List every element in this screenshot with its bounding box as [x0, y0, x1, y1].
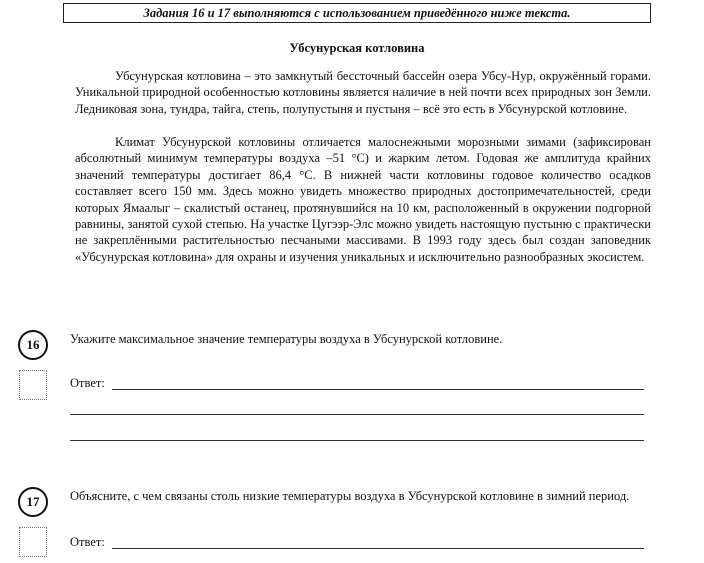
task-16-answer-line[interactable]: [70, 440, 644, 441]
task-16-answer-box[interactable]: [19, 370, 47, 400]
article-title: Убсунурская котловина: [289, 41, 425, 55]
task-17-answer-line[interactable]: [112, 548, 644, 549]
task-16-answer-label: Ответ:: [70, 376, 105, 390]
task-17-question: Объясните, с чем связаны столь низкие температуры воздуха в Убсунурской котловине в зимний период.: [70, 489, 630, 503]
task-instruction-box: [63, 3, 651, 23]
task-16-question: Укажите максимальное значение температуры воздуха в Убсунурской котловине.: [70, 332, 503, 346]
task-17-answer-box[interactable]: [19, 527, 47, 557]
task-instruction-text: Задания 16 и 17 выполняются с использованием приведённого ниже текста.: [143, 6, 571, 20]
task-number-17: 17: [18, 487, 48, 517]
task-16-answer-line[interactable]: [70, 414, 644, 415]
task-number-16: 16: [18, 330, 48, 360]
task-17-answer-label: Ответ:: [70, 535, 105, 549]
article-paragraph-2: Климат Убсунурской котловины отличается малоснежными морозными зимами (зафиксирован абсолютный минимум температуры воздуха –51 °С) и жарким летом. Годовая же амплитуда крайних значений температуры достигает 86,4 °С. В нижней части котловины годовое количество осадков составляет всего 150 мм. Здесь можно увидеть множество природных достопримечательностей, среди которых Ямаалыг – скалистый останец, протянувшийся на 10 км, расположенный в окружении подгорной равнины, занятой сухой степью. На участке Цугээр-Элс можно увидеть настоящую пустыню с практически не закреплёнными растительностью песчаными массивами. В 1993 году здесь был создан заповедник «Убсунурская котловина» для охраны и изучения уникальных и исключительно разнообразных экосистем.: [75, 135, 651, 264]
task-16-answer-line[interactable]: [112, 389, 644, 390]
article-paragraph-1: Убсунурская котловина – это замкнутый бессточный бассейн озера Убсу-Нур, окружённый горами. Уникальной природной особенностью котловины является наличие в ней почти всех природных зон Земли. Ледниковая зона, тундра, тайга, степь, полупустыня и пустыня – всё это есть в Убсунурской котловине.: [75, 69, 651, 116]
